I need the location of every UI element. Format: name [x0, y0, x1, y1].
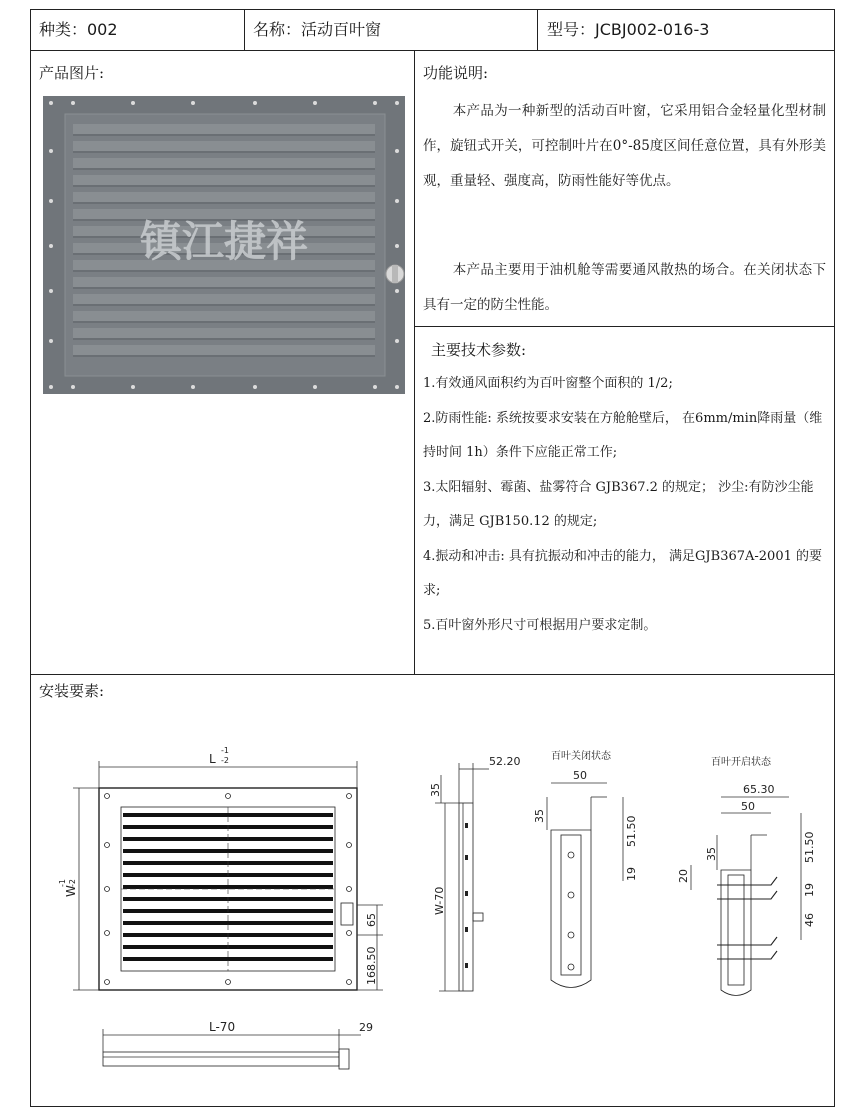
- install-title: 安装要素:: [39, 682, 105, 700]
- dim-65: 65: [365, 913, 378, 927]
- dim-front-height-tol-lower: -2: [68, 879, 77, 887]
- open-dim-35: 35: [705, 847, 718, 861]
- open-dim-20: 20: [677, 869, 690, 883]
- function-specs-divider: [414, 326, 834, 327]
- dim-front-width: L: [209, 752, 216, 766]
- category-field: 种类：002: [39, 20, 118, 39]
- function-paragraph-1: 本产品为一种新型的活动百叶窗，它采用铝合金轻量化型材制作，旋钮式开关，可控制叶片在0°-85度区间任意位置，具有外形美观，重量轻、强度高，防雨性能好等优点。: [423, 103, 826, 189]
- watermark: 镇江捷祥: [139, 217, 309, 266]
- bottom-view: [103, 1020, 373, 1069]
- dim-side-top: 52.20: [489, 755, 521, 768]
- closed-state-detail: [533, 749, 638, 988]
- dim-front-width-tol-upper: -1: [221, 746, 229, 755]
- function-title: 功能说明:: [423, 64, 489, 82]
- dim-bottom-29: 29: [359, 1021, 373, 1034]
- dim-front-width-tol-lower: -2: [221, 756, 229, 765]
- side-view: [429, 755, 521, 991]
- open-dim-6530: 65.30: [743, 783, 775, 796]
- header-col-divider-1: [244, 10, 245, 50]
- open-state-detail: [677, 755, 816, 996]
- spec-item: 4.振动和冲击: 具有抗振动和冲击的能力， 满足GJB367A-2001 的要求;: [423, 548, 823, 598]
- dim-bottom-width: L-70: [209, 1020, 236, 1034]
- open-dim-50: 50: [741, 800, 755, 813]
- spec-item: 3.太阳辐射、霉菌、盐雾符合 GJB367.2 的规定； 沙尘:有防沙尘能力，满足 GJB150.12 的规定;: [423, 479, 814, 529]
- spec-item: 1.有效通风面积约为百叶窗整个面积的 1/2;: [423, 376, 673, 391]
- product-photo: [43, 96, 405, 394]
- installation-drawing: [31, 705, 836, 1108]
- header-col-divider-2: [537, 10, 538, 50]
- open-state-title: 百叶开启状态: [711, 757, 771, 768]
- function-paragraph-2: 本产品主要用于油机舱等需要通风散热的场合。在关闭状态下具有一定的防尘性能。: [423, 262, 826, 313]
- spec-sheet: [30, 9, 835, 1107]
- model-field: 型号：JCBJ002-016-3: [547, 20, 710, 39]
- dim-front-height-tol-upper: -1: [58, 879, 67, 887]
- header-divider: [31, 50, 834, 51]
- product-name-field: 名称：活动百叶窗: [253, 20, 382, 39]
- closed-dim-19: 19: [625, 867, 638, 881]
- front-view: [58, 746, 383, 990]
- photo-label: 产品图片:: [39, 64, 105, 82]
- spec-item: 2.防雨性能: 系统按要求安装在方舱舱壁后， 在6mm/min降雨量（维持时间 1h）条件下应能正常工作;: [423, 410, 823, 460]
- install-divider: [31, 674, 834, 675]
- dim-front-height: W: [64, 885, 78, 897]
- knob-icon: [386, 265, 404, 283]
- open-dim-46: 46: [803, 913, 816, 927]
- specs-list: [423, 367, 828, 643]
- middle-col-divider: [414, 50, 415, 674]
- closed-dim-50: 50: [573, 769, 587, 782]
- closed-dim-35: 35: [533, 809, 546, 823]
- dim-168-50: 168.50: [365, 946, 378, 985]
- open-dim-5150: 51.50: [803, 831, 816, 863]
- specs-title: 主要技术参数:: [431, 341, 527, 359]
- spec-item: 5.百叶窗外形尺寸可根据用户要求定制。: [423, 617, 657, 633]
- dim-side-35: 35: [429, 783, 442, 797]
- closed-dim-5150: 51.50: [625, 815, 638, 847]
- closed-state-title: 百叶关闭状态: [551, 751, 611, 762]
- dim-side-height: W-70: [433, 886, 446, 915]
- open-dim-19: 19: [803, 883, 816, 897]
